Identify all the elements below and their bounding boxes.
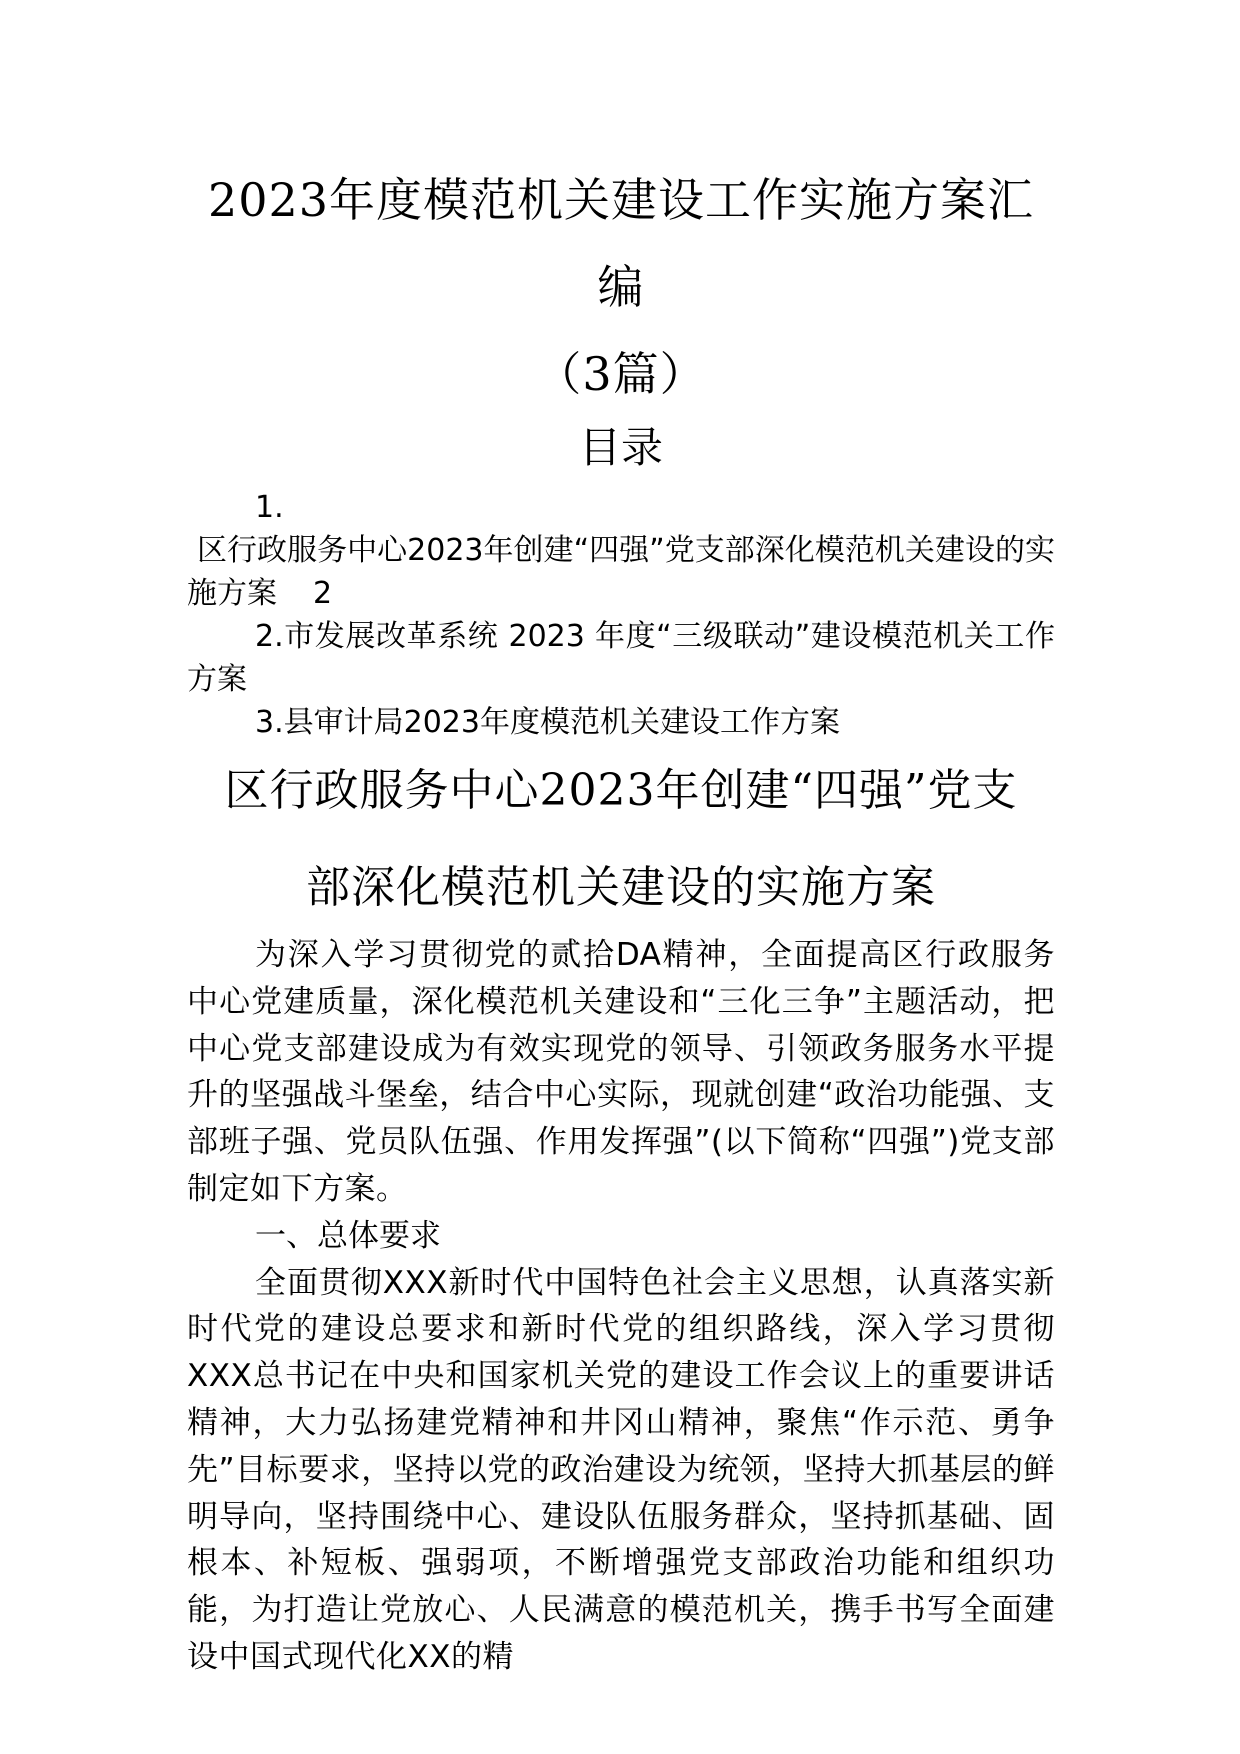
toc-item-1[interactable] bbox=[187, 529, 1055, 615]
toc-item-1-text: 区行政服务中心2023年创建“四强”党支部深化模范机关建设的实施方案 bbox=[187, 533, 1055, 611]
intro-paragraph: 为深入学习贯彻党的贰拾DA精神，全面提高区行政服务中心党建质量，深化模范机关建设和“三化三争”主题活动，把中心党支部建设成为有效实现党的领导、引领政务服务水平提升的坚强战斗堡垒，结合中心实际，现就创建“政治功能强、支部班子强、党员队伍强、作用发挥强”(以下简称“四强”)党支部制定如下方案。 bbox=[187, 937, 1055, 1207]
document-body bbox=[187, 932, 1055, 1681]
document-title-line1: 2023年度模范机关建设工作实施方案汇编 bbox=[207, 173, 1035, 314]
toc-item-2[interactable]: 2.市发展改革系统 2023 年度“三级联动”建设模范机关工作方案 bbox=[187, 619, 1055, 697]
section-heading-general-requirements: 一、总体要求 bbox=[255, 1217, 441, 1254]
toc-item-1-page: 2 bbox=[313, 576, 333, 611]
toc-item-3[interactable]: 3.县审计局2023年度模范机关建设工作方案 bbox=[255, 705, 840, 740]
general-requirements-paragraph: 全面贯彻XXX新时代中国特色社会主义思想，认真落实新时代党的建设总要求和新时代党的组织路线，深入学习贯彻XXX总书记在中央和国家机关党的建设工作会议上的重要讲话精神，大力弘扬建党精神和井冈山精神，聚焦“作示范、勇争先”目标要求，坚持以党的政治建设为统领，坚持大抓基层的鲜明导向，坚持围绕中心、建设队伍服务群众，坚持抓基础、固根本、补短板、强弱项，不断增强党支部政治功能和组织功能，为打造让党放心、人民满意的模范机关，携手书写全面建设中国式现代化XX的精 bbox=[187, 1264, 1055, 1675]
document-page bbox=[187, 0, 1055, 1681]
section-title-line1: 区行政服务中心2023年创建“四强”党支 bbox=[224, 765, 1018, 816]
document-title bbox=[187, 0, 1055, 418]
table-of-contents bbox=[187, 486, 1055, 744]
toc-item-1-number: 1. bbox=[255, 490, 284, 525]
section-title bbox=[187, 742, 1055, 936]
section-title-line2: 部深化模范机关建设的实施方案 bbox=[306, 862, 936, 913]
document-title-line2: （3篇） bbox=[535, 347, 707, 401]
toc-heading: 目录 bbox=[578, 423, 663, 472]
